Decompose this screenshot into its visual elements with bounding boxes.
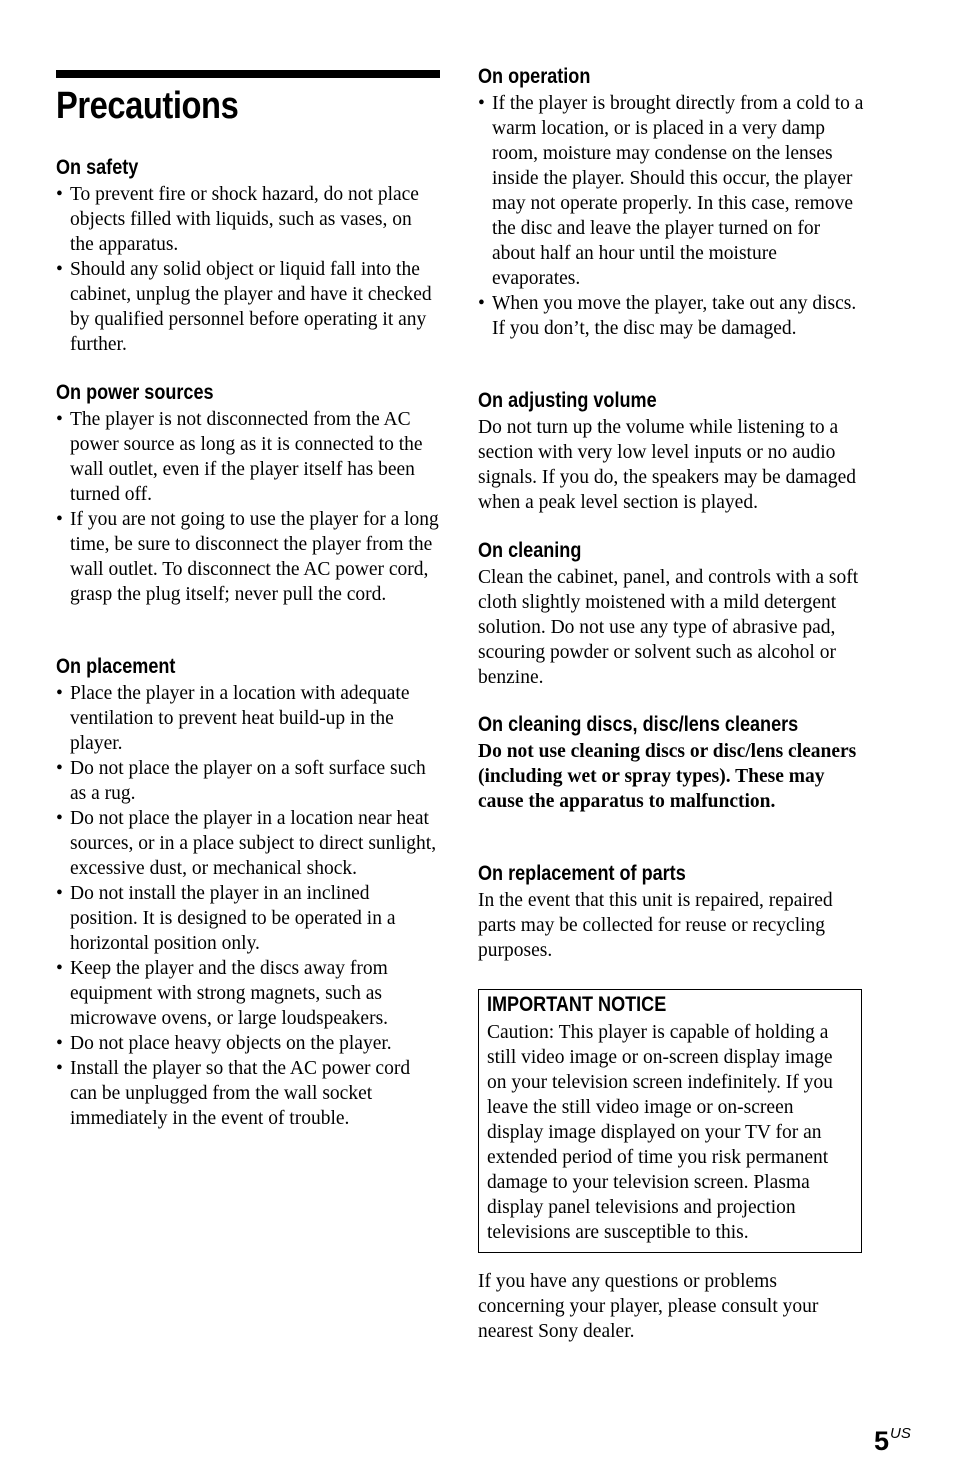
section-on-cleaning-discs (478, 712, 864, 814)
section-text: In the event that this unit is repaired, repaired parts may be collected for reuse or recycling purposes. (478, 890, 833, 961)
important-notice-box (478, 989, 862, 1253)
section-on-operation (478, 64, 864, 341)
section-on-safety (56, 155, 440, 357)
bullet-list (56, 681, 440, 1131)
page-number (874, 1424, 911, 1458)
page-title: Precautions (56, 85, 239, 127)
title-rule (56, 70, 440, 78)
section-on-placement (56, 654, 440, 1131)
bullet-list (478, 91, 864, 341)
bullet-item: • When you move the player, take out any discs. If you don’t, the disc may be damaged. (478, 291, 864, 341)
notice-text: Caution: This player is capable of holding a still video image or on-screen display image on your television screen indefinitely. If you leave the still video image or on-screen display image displayed on your TV for an extended period of time you risk permanent damage to your television screen. Plasma display panel televisions and projection televisions are susceptible to this. (487, 1022, 833, 1243)
bullet-item: • Install the player so that the AC power cord can be unplugged from the wall socket immediately in the event of trouble. (56, 1056, 440, 1131)
section-text: Clean the cabinet, panel, and controls with a soft cloth slightly moistened with a mild detergent solution. Do not use any type of abrasive pad, scouring powder or solvent such as alcohol or benzine. (478, 567, 859, 688)
section-heading: On power sources (56, 381, 214, 404)
bullet-item: • To prevent fire or shock hazard, do not place objects filled with liquids, such as vases, on the apparatus. (56, 182, 440, 257)
section-heading: On safety (56, 156, 139, 179)
bullet-list (56, 182, 440, 357)
section-heading: On adjusting volume (478, 389, 657, 412)
section-heading: On cleaning discs, disc/lens cleaners (478, 713, 799, 736)
bullet-item: • Should any solid object or liquid fall into the cabinet, unplug the player and have it checked by qualified personnel before operating it any further. (56, 257, 440, 357)
section-heading: On operation (478, 65, 591, 88)
page-number-value: 5 (874, 1426, 890, 1456)
bullet-item: • Do not place the player on a soft surface such as a rug. (56, 756, 440, 806)
bullet-item: • Place the player in a location with adequate ventilation to prevent heat build-up in the player. (56, 681, 440, 756)
bullet-list (56, 407, 440, 607)
bullet-item: • Keep the player and the discs away from equipment with strong magnets, such as microwave ovens, or large loudspeakers. (56, 956, 440, 1031)
page-region-suffix: US (890, 1425, 911, 1442)
bullet-item: • If the player is brought directly from a cold to a warm location, or is placed in a very damp room, moisture may condense on the lenses inside the player. Should this occur, the player may not operate properly. In this case, remove the disc and leave the player turned on for about half an hour until the moisture evaporates. (478, 91, 864, 291)
bullet-item: • The player is not disconnected from the AC power source as long as it is connected to the wall outlet, even if the player itself has been turned off. (56, 407, 440, 507)
bullet-item: • Do not place heavy objects on the player. (56, 1031, 440, 1056)
section-heading: On placement (56, 655, 176, 678)
section-on-cleaning (478, 538, 864, 690)
notice-heading: IMPORTANT NOTICE (487, 993, 667, 1016)
section-heading: On replacement of parts (478, 862, 686, 885)
bullet-item: • Do not install the player in an inclined position. It is designed to be operated in a horizontal position only. (56, 881, 440, 956)
section-heading: On cleaning (478, 539, 582, 562)
closing-section (478, 1269, 864, 1344)
section-text: Do not use cleaning discs or disc/lens cleaners (including wet or spray types). These may cause the apparatus to malfunction. (478, 741, 857, 812)
section-on-power-sources (56, 380, 440, 607)
section-text: Do not turn up the volume while listening to a section with very low level inputs or no audio signals. If you do, the speakers may be damaged when a peak level section is played. (478, 417, 856, 513)
section-on-adjusting-volume (478, 388, 864, 515)
bullet-item: • If you are not going to use the player for a long time, be sure to disconnect the player from the wall outlet. To disconnect the AC power cord, grasp the plug itself; never pull the cord. (56, 507, 440, 607)
closing-text: If you have any questions or problems concerning your player, please consult your nearest Sony dealer. (478, 1271, 819, 1342)
bullet-item: • Do not place the player in a location near heat sources, or in a place subject to direct sunlight, excessive dust, or mechanical shock. (56, 806, 440, 881)
section-on-replacement-of-parts (478, 861, 864, 963)
